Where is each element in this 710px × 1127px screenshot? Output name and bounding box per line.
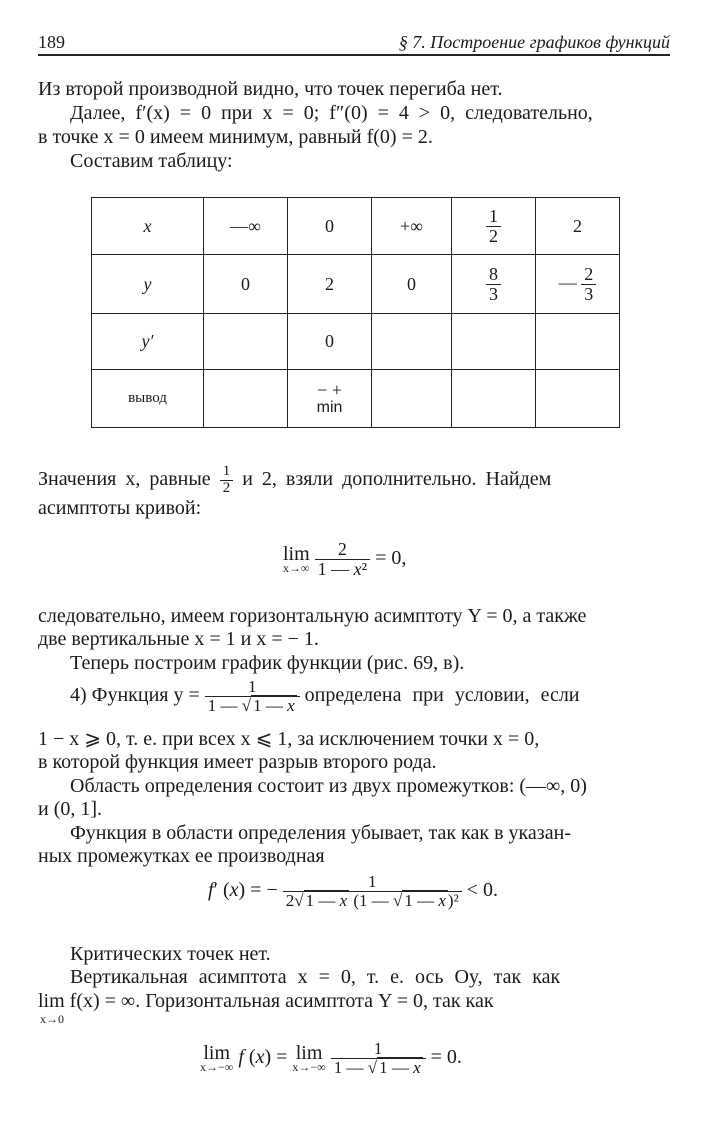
- intro-line-3: в точке x = 0 имеем минимум, равный f(0) = 2.: [38, 126, 433, 148]
- table-cell: [536, 314, 620, 370]
- table-cell: +∞: [372, 198, 452, 255]
- horizontal-asymptote-line: следовательно, имеем горизонтальную асимптоту Y = 0, а также: [38, 605, 587, 627]
- table-cell: [452, 370, 536, 428]
- intro-line-2: Далее, f′(x) = 0 при x = 0; f″(0) = 4 > 0, следовательно,: [70, 102, 593, 124]
- table-cell-min: − + min: [288, 370, 372, 428]
- limit-at-zero-subscript: x→0: [40, 1012, 64, 1026]
- table-cell: 0: [288, 314, 372, 370]
- table-cell: [204, 314, 288, 370]
- table-row-y: [92, 255, 620, 314]
- table-cell: 2: [536, 198, 620, 255]
- vertical-asymptote-oy-line: Вертикальная асимптота x = 0, т. е. ось Oy, так как: [70, 966, 561, 988]
- function-fraction: $\frac{1}{1 — √ 1 — x}$: [205, 678, 300, 715]
- table-cell: [204, 370, 288, 428]
- table-cell: 0: [204, 255, 288, 314]
- vertical-asymptote-line: две вертикальные x = 1 и x = − 1.: [38, 628, 319, 650]
- intro-line-1: Из второй производной видно, что точек перегиба нет.: [38, 78, 503, 100]
- fraction-eight-thirds: $\frac{8}{3}$: [486, 265, 501, 304]
- value-table: [91, 197, 620, 428]
- derivative-formula: f′ (x) = − $\frac{1}{\text{2√ 1 — x (1 — √ 1 — x )²}}$ < 0.: [208, 872, 498, 910]
- limit-formula-final: lim x→−∞ f (x) = lim x→−∞ $\frac{1}{1 — √ 1 — x}$ = 0.: [200, 1039, 462, 1077]
- asymptotes-line: асимптоты кривой:: [38, 497, 202, 519]
- table-cell: [452, 314, 536, 370]
- header-rule: [38, 54, 670, 56]
- fraction-one-half: $\frac{1}{2}$: [220, 464, 234, 497]
- critical-points-line: Критических точек нет.: [70, 943, 271, 965]
- table-cell: [536, 370, 620, 428]
- table-row-conclusion: [92, 370, 620, 428]
- table-cell: [372, 370, 452, 428]
- graph-line: Теперь построим график функции (рис. 69, в).: [70, 652, 465, 674]
- fraction-two-thirds: $\frac{2}{3}$: [581, 265, 596, 304]
- table-cell: 2: [288, 255, 372, 314]
- table-cell: 0: [288, 198, 372, 255]
- limit-at-zero-line: lim f(x) = ∞. Горизонтальная асимптота Y = 0, так как: [38, 990, 494, 1012]
- row-label: y′: [92, 314, 204, 370]
- row-label: y: [92, 255, 204, 314]
- table-cell-fraction: — $\frac{2}{3}$: [536, 255, 620, 314]
- table-cell-fraction: [452, 255, 536, 314]
- condition-line: 1 − x ⩾ 0, т. е. при всех x ⩽ 1, за исключением точки x = 0,: [38, 728, 540, 750]
- section-title: § 7. Построение графиков функций: [398, 32, 670, 52]
- fraction-one-half: $\frac{1}{2}$: [486, 207, 501, 246]
- domain-line-1: Область определения состоит из двух промежутков: (—∞, 0): [70, 775, 587, 797]
- table-row-derivative: [92, 314, 620, 370]
- table-cell: 0: [372, 255, 452, 314]
- values-line: Значения x, равные $\frac{1}{2}$ и 2, взяли дополнительно. Найдем: [38, 463, 552, 496]
- row-label: x: [92, 198, 204, 255]
- row-label: вывод: [92, 370, 204, 428]
- table-cell-fraction: [452, 198, 536, 255]
- decreasing-line-1: Функция в области определения убывает, так как в указан-: [70, 822, 571, 844]
- page-number: 189: [38, 32, 65, 52]
- decreasing-line-2: ных промежутках ее производная: [38, 845, 325, 867]
- intro-line-4: Составим таблицу:: [70, 150, 233, 172]
- table-cell: —∞: [204, 198, 288, 255]
- function-4-line: 4) Функция y = $\frac{1}{1 — √ 1 — x}$ определена при условии, если: [70, 677, 580, 715]
- break-line: в которой функция имеет разрыв второго рода.: [38, 751, 437, 773]
- table-row-x: [92, 198, 620, 255]
- limit-formula-1: lim x→∞ $\frac{2}{\text{1 — x²}}$ = 0,: [283, 539, 407, 579]
- table-cell: [372, 314, 452, 370]
- domain-line-2: и (0, 1].: [38, 798, 103, 820]
